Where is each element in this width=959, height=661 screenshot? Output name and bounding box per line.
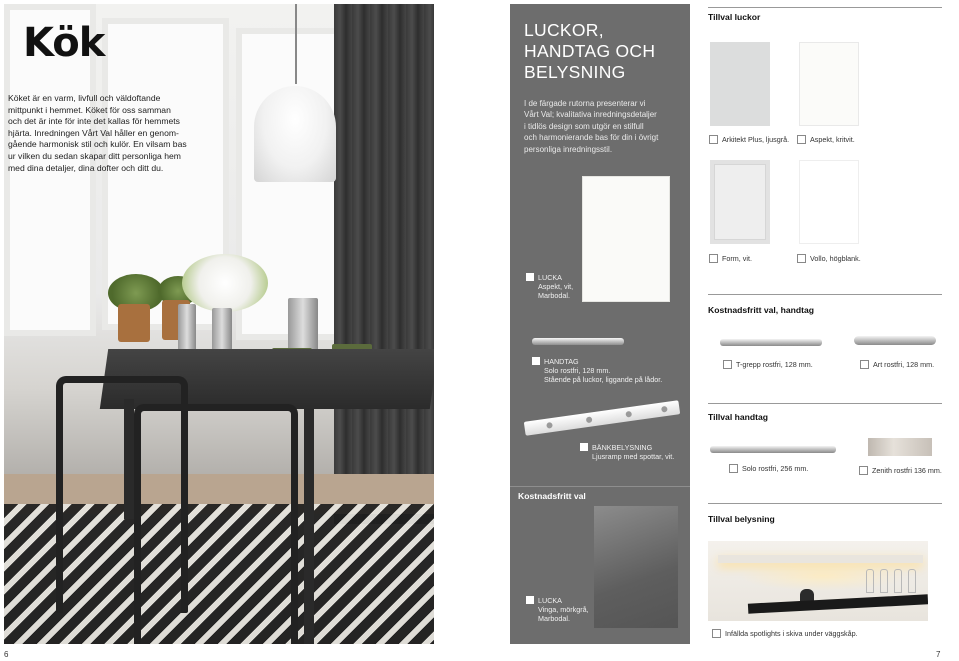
caption-label: LUCKA — [538, 273, 562, 282]
page-number-right: 7 — [936, 650, 941, 659]
light-ramp-image — [524, 400, 680, 436]
curtain — [334, 4, 434, 524]
option-label: Aspekt, kritvit. — [810, 135, 855, 144]
option-aspekt-kritvit — [797, 135, 855, 144]
door-vinga-image — [594, 506, 678, 628]
handle-art-image — [854, 336, 936, 345]
option-spotlights — [712, 629, 858, 638]
option-label: Solo rostfri, 256 mm. — [742, 464, 809, 473]
wine-glass — [880, 569, 888, 593]
checkbox[interactable] — [526, 596, 534, 604]
door-swatch-arkitekt — [710, 42, 770, 126]
tillval-luckor-title: Tillval luckor — [708, 12, 761, 22]
caption-line: Stående på luckor, liggande på lådor. — [544, 375, 663, 384]
divider — [708, 503, 942, 504]
option-label: Arkitekt Plus, ljusgrå. — [722, 135, 790, 144]
door-swatch-aspekt — [799, 42, 859, 126]
handle-solo-256-image — [710, 446, 836, 453]
wine-glass — [866, 569, 874, 593]
pendant-lamp — [254, 86, 336, 182]
checkbox[interactable] — [797, 135, 806, 144]
lead-line: i tidlös design som utgör en stilfull — [524, 121, 644, 131]
lamp-cord — [295, 4, 297, 84]
coffee-pot — [288, 298, 318, 352]
canister — [178, 304, 196, 352]
kostnadsfritt-handtag-title: Kostnadsfritt val, handtag — [708, 305, 814, 315]
checkbox[interactable] — [860, 360, 869, 369]
checkbox[interactable] — [712, 629, 721, 638]
caption-label: HANDTAG — [544, 357, 579, 366]
intro-line: med dina detaljer, dina dofter och ditt du. — [8, 162, 164, 173]
checkbox[interactable] — [709, 135, 718, 144]
lead-line: och harmonierande bas för din i övrigt — [524, 133, 659, 143]
door-swatch-vollo — [799, 160, 859, 244]
checkbox[interactable] — [526, 273, 534, 281]
option-label: T-grepp rostfri, 128 mm. — [736, 360, 813, 369]
intro-line: och det är inte för inte det kallas för hemmets — [8, 116, 180, 127]
caption-line: Marbodal. — [538, 291, 570, 300]
handle-solo-image — [532, 338, 624, 345]
checkbox[interactable] — [723, 360, 732, 369]
chair — [134, 404, 298, 644]
tillval-belysning-title: Tillval belysning — [708, 514, 775, 524]
caption-label: LUCKA — [538, 596, 562, 605]
option-zenith — [859, 466, 942, 475]
option-t-grepp — [723, 360, 813, 369]
option-form — [709, 254, 752, 263]
canister — [212, 308, 232, 354]
divider — [708, 294, 942, 295]
caption-line: Ljusramp med spottar, vit. — [592, 452, 675, 461]
checkbox[interactable] — [580, 443, 588, 451]
spotlight-dot — [546, 422, 553, 429]
door-swatch-form — [710, 160, 770, 244]
spotlight-dot — [661, 406, 668, 413]
caption-line: Marbodal. — [538, 614, 570, 623]
intro-line: ur vilken du sedan skapar ditt personliga hem — [8, 150, 181, 161]
tillval-handtag-title: Tillval handtag — [708, 412, 769, 422]
divider — [708, 403, 942, 404]
checkbox[interactable] — [729, 464, 738, 473]
lucka-aspekt-caption — [526, 273, 573, 300]
table-leg — [304, 409, 314, 644]
checkbox[interactable] — [859, 466, 868, 475]
intro-line: gående harmonisk stil och kulör. En vilsam bas — [8, 139, 187, 150]
handle-zenith-image — [868, 438, 932, 456]
countertop — [748, 594, 928, 613]
option-art — [860, 360, 934, 369]
lead-text — [524, 98, 684, 155]
caption-line: Vinga, mörkgrå, — [538, 605, 589, 614]
divider — [708, 7, 942, 8]
intro-line: Köket är en varm, livfull och väldoftande — [8, 93, 161, 103]
intro-line: hjärta. Inredningen Vårt Val håller en genom- — [8, 127, 179, 138]
option-arkitekt — [709, 135, 789, 144]
option-vollo — [797, 254, 861, 263]
under-cabinet-lighting-photo — [708, 541, 928, 621]
checkbox[interactable] — [709, 254, 718, 263]
option-label: Infällda spotlights i skiva under väggskåp. — [725, 629, 858, 638]
lead-line: Vårt Val; kvalitativa inredningsdetaljer — [524, 110, 657, 120]
option-label: Art rostfri, 128 mm. — [873, 360, 935, 369]
option-label: Zenith rostfri 136 mm. — [872, 466, 942, 475]
checkbox[interactable] — [532, 357, 540, 365]
handle-t-grepp-image — [720, 339, 822, 346]
caption-line: Solo rostfri, 128 mm. — [544, 366, 611, 375]
divider — [510, 486, 690, 487]
intro-line: mittpunkt i hemmet. Köket för oss samman — [8, 104, 171, 115]
door-aspekt-image — [582, 176, 670, 302]
spotlight-dot — [625, 411, 632, 418]
intro-text — [8, 93, 213, 174]
handtag-caption — [532, 357, 662, 384]
option-solo-256 — [729, 464, 808, 473]
lead-line: personliga inredningsstil. — [524, 144, 613, 154]
option-label: Vollo, högblank. — [810, 254, 861, 263]
plant-pot — [118, 304, 150, 342]
lead-line: I de färgade rutorna presenterar vi — [524, 99, 646, 108]
kostnadsfritt-label: Kostnadsfritt val — [518, 491, 586, 501]
heading-line: LUCKOR, — [524, 20, 604, 40]
heading-line: HANDTAG OCH — [524, 41, 656, 61]
caption-line: Aspekt, vit, — [538, 282, 574, 291]
heading-line: BELYSNING — [524, 62, 626, 82]
caption-label: BÄNKBELYSNING — [592, 443, 653, 452]
spotlight-dot — [586, 416, 593, 423]
page-number-left: 6 — [4, 650, 9, 659]
shelf — [718, 555, 923, 563]
wine-glass — [894, 569, 902, 593]
page-title: Kök — [23, 20, 105, 66]
gray-column — [510, 4, 690, 644]
belysning-caption — [580, 443, 674, 461]
lucka-vinga-caption — [526, 596, 589, 623]
wine-glass — [908, 569, 916, 593]
section-heading — [524, 20, 655, 83]
option-label: Form, vit. — [722, 254, 752, 263]
checkbox[interactable] — [797, 254, 806, 263]
